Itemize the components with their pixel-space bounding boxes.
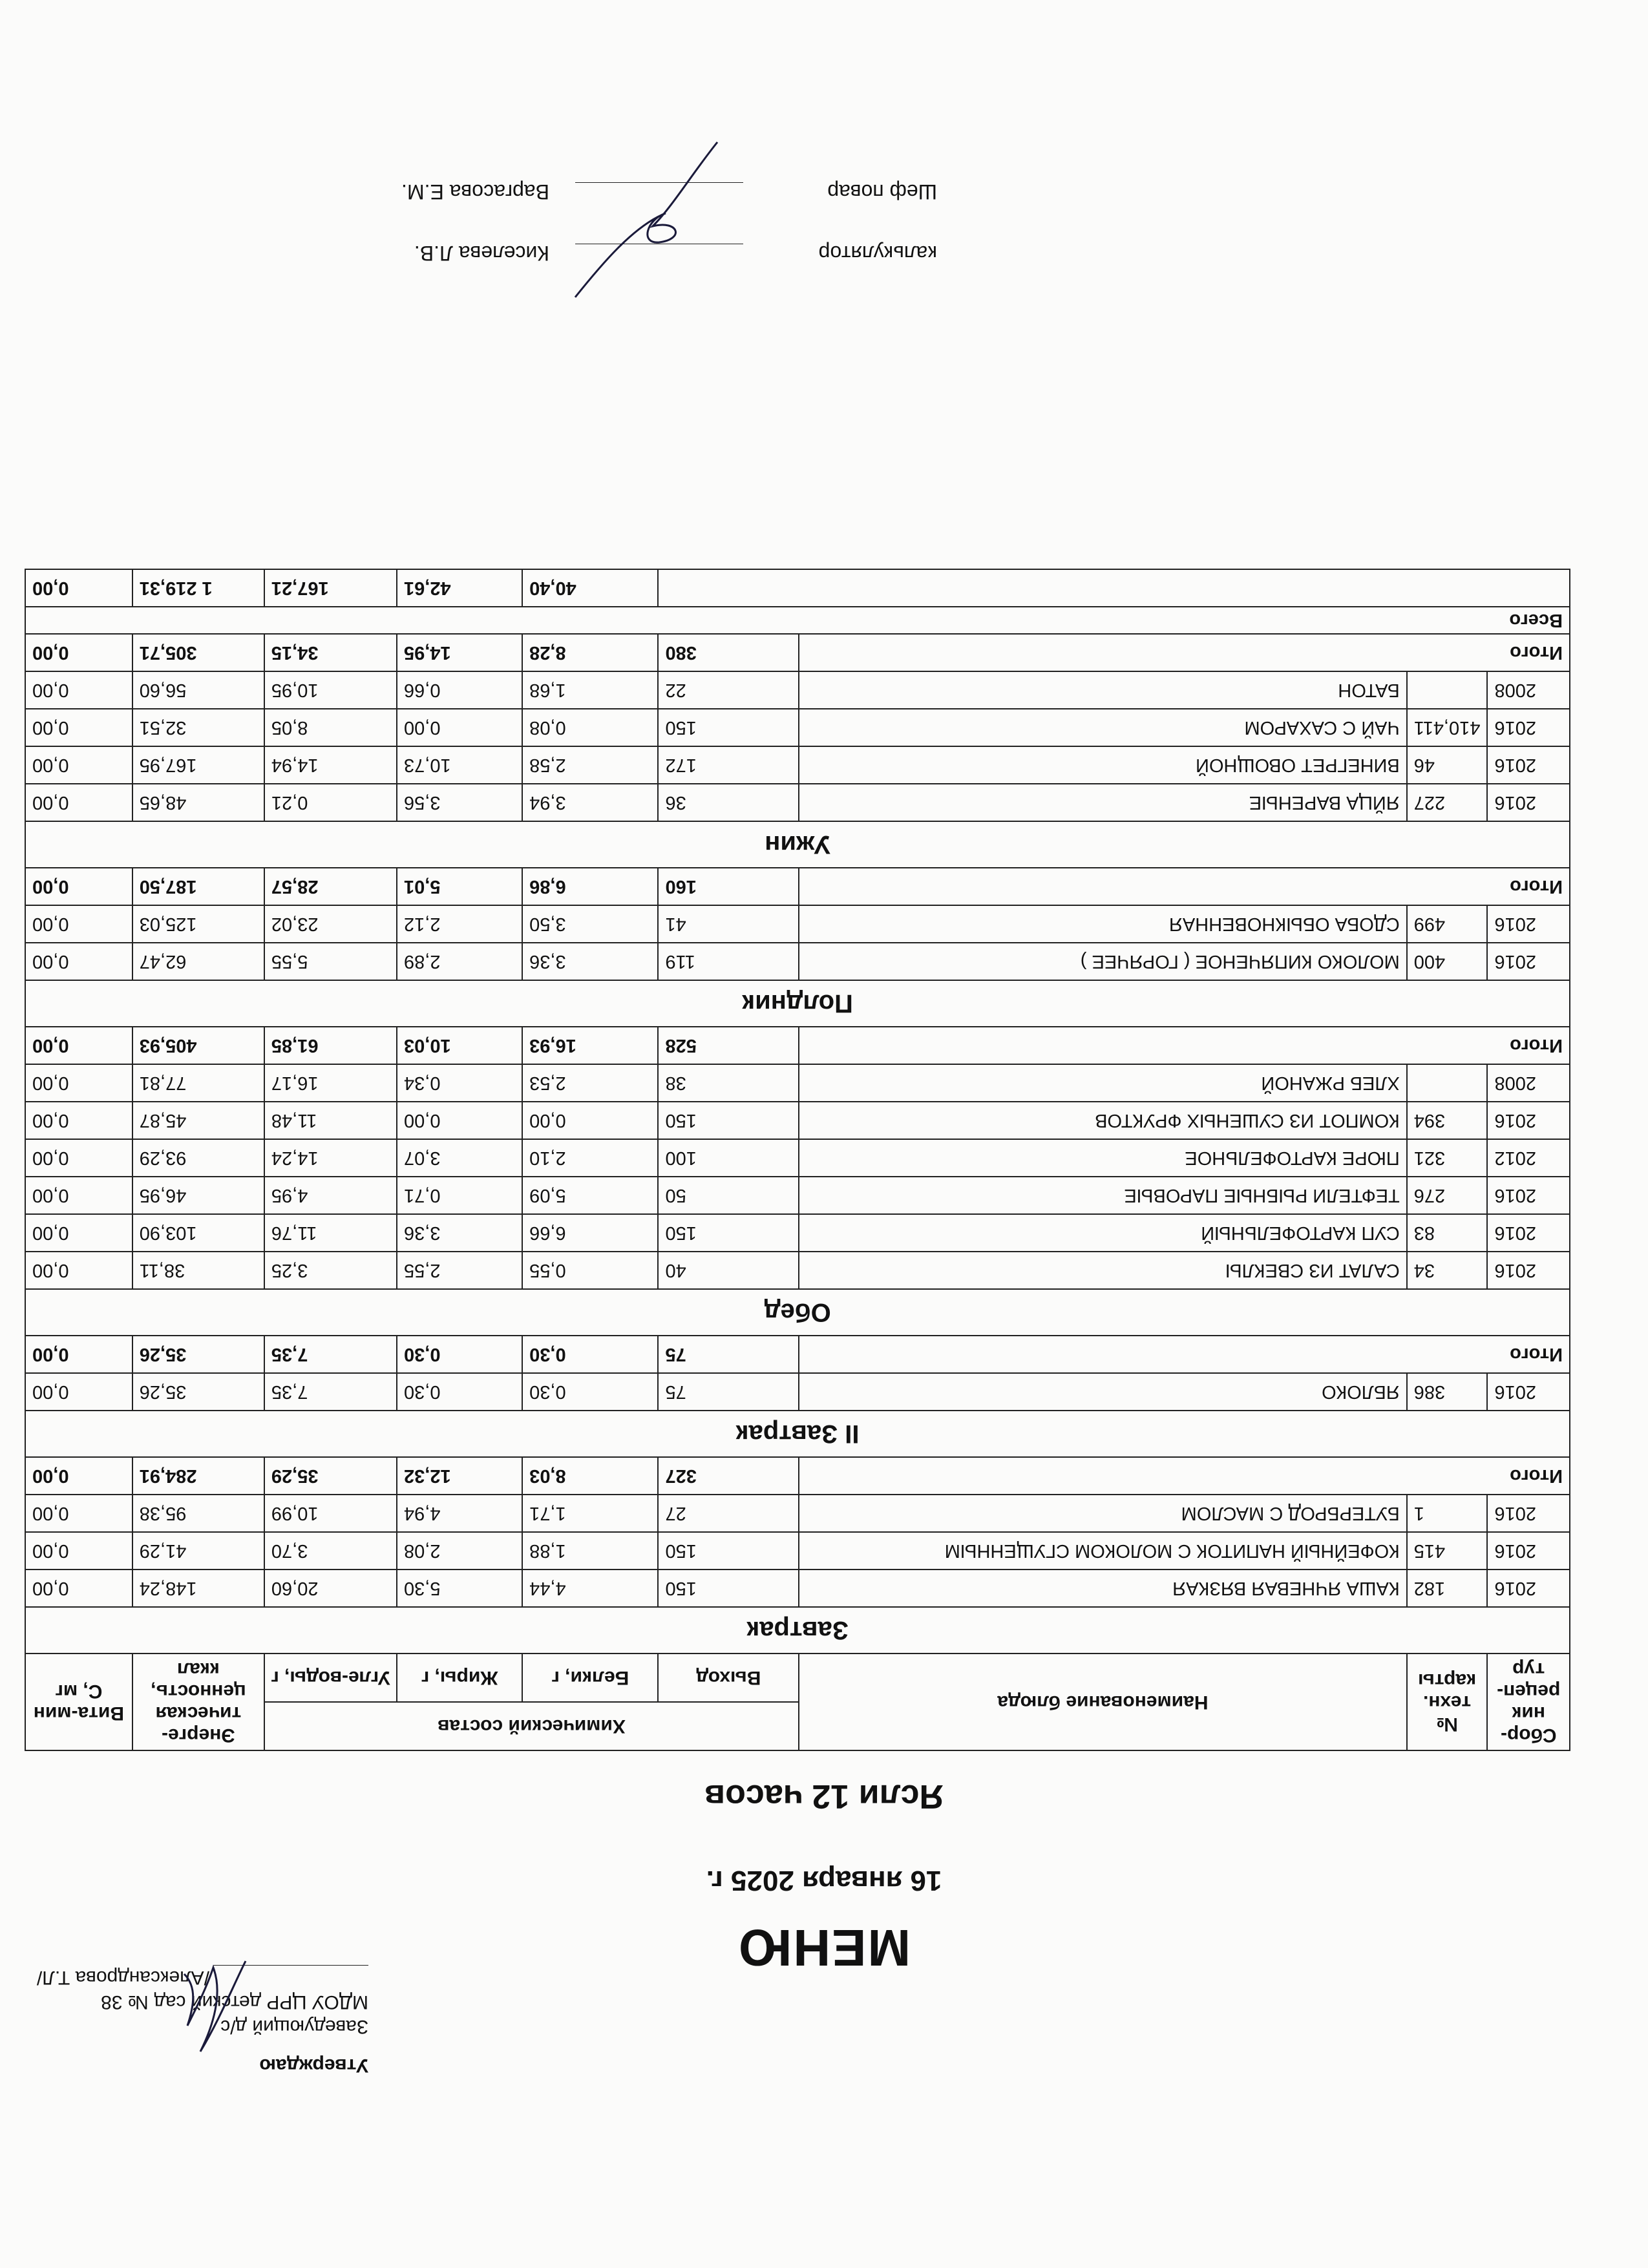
col-src: Сбор-ник рецеп-тур <box>1487 1654 1570 1750</box>
cell-prot: 1,68 <box>522 671 658 709</box>
cell-dish-name: ВИНЕГРЕТ ОВОЩНОЙ <box>799 746 1407 784</box>
dish-row <box>25 1214 1570 1252</box>
cell-dish-name: ЯБЛОКО <box>799 1373 1407 1411</box>
menu-table <box>25 569 1570 1751</box>
cell-out: 36 <box>658 784 799 821</box>
total-prot: 0,30 <box>522 1336 658 1373</box>
cell-dish-name: КАША ЯЧНЕВАЯ ВЯЗКАЯ <box>799 1570 1407 1607</box>
total-label: Итого <box>799 634 1570 671</box>
grand-total-kcal: 1 219,31 <box>132 569 264 607</box>
calculator-signature-icon <box>562 136 730 304</box>
cell-out: 150 <box>658 1532 799 1570</box>
cell-out: 40 <box>658 1252 799 1289</box>
total-fat: 12,32 <box>397 1457 522 1495</box>
cell-carb: 3,70 <box>264 1532 397 1570</box>
section-row <box>25 1411 1570 1457</box>
cell-carb: 7,35 <box>264 1373 397 1411</box>
cell-src: 2016 <box>1487 1532 1570 1570</box>
signature-role: калькулятор <box>818 242 937 265</box>
total-prot: 8,28 <box>522 634 658 671</box>
cell-kcal: 46,95 <box>132 1177 264 1214</box>
total-out: 528 <box>658 1027 799 1064</box>
cell-card: 46 <box>1407 746 1488 784</box>
grand-total-vit: 0,00 <box>25 569 132 607</box>
cell-dish-name: БАТОН <box>799 671 1407 709</box>
signature-role: Шеф повар <box>827 180 937 204</box>
cell-prot: 2,53 <box>522 1064 658 1102</box>
cell-fat: 0,00 <box>397 1102 522 1139</box>
cell-vit: 0,00 <box>25 905 132 943</box>
approval-name: /Александрова Т.Л/ <box>36 1967 209 1988</box>
total-vit: 0,00 <box>25 868 132 905</box>
dish-row <box>25 746 1570 784</box>
cell-vit: 0,00 <box>25 784 132 821</box>
cell-card: 386 <box>1407 1373 1488 1411</box>
cell-carb: 14,94 <box>264 746 397 784</box>
cell-out: 41 <box>658 905 799 943</box>
dish-row <box>25 1570 1570 1607</box>
cell-out: 75 <box>658 1373 799 1411</box>
cell-carb: 11,48 <box>264 1102 397 1139</box>
cell-src: 2016 <box>1487 1495 1570 1532</box>
cell-card: 499 <box>1407 905 1488 943</box>
cell-vit: 0,00 <box>25 1064 132 1102</box>
cell-out: 38 <box>658 1064 799 1102</box>
cell-kcal: 62,47 <box>132 943 264 980</box>
cell-out: 150 <box>658 709 799 746</box>
total-kcal: 405,93 <box>132 1027 264 1064</box>
cell-card: 410,411 <box>1407 709 1488 746</box>
cell-carb: 23,02 <box>264 905 397 943</box>
section-row <box>25 821 1570 868</box>
total-out: 380 <box>658 634 799 671</box>
cell-fat: 3,36 <box>397 1214 522 1252</box>
cell-out: 150 <box>658 1214 799 1252</box>
grand-total-carb: 167,21 <box>264 569 397 607</box>
menu-body <box>25 569 1570 1654</box>
section-row <box>25 980 1570 1027</box>
cell-kcal: 38,11 <box>132 1252 264 1289</box>
cell-vit: 0,00 <box>25 671 132 709</box>
cell-src: 2016 <box>1487 1373 1570 1411</box>
cell-card <box>1407 671 1488 709</box>
cell-prot: 3,36 <box>522 943 658 980</box>
cell-dish-name: ЯЙЦА ВАРЕНЫЕ <box>799 784 1407 821</box>
cell-carb: 8,05 <box>264 709 397 746</box>
total-kcal: 35,26 <box>132 1336 264 1373</box>
cell-fat: 0,71 <box>397 1177 522 1214</box>
cell-kcal: 167,95 <box>132 746 264 784</box>
cell-dish-name: КОМПОТ ИЗ СУШЕНЫХ ФРУКТОВ <box>799 1102 1407 1139</box>
dish-row <box>25 1532 1570 1570</box>
grand-total-spacer <box>658 569 1570 607</box>
cell-src: 2016 <box>1487 709 1570 746</box>
cell-src: 2012 <box>1487 1139 1570 1177</box>
menu-date: 16 января 2025 г. <box>706 1865 942 1896</box>
total-vit: 0,00 <box>25 1457 132 1495</box>
group-name: Ясли 12 часов <box>704 1778 944 1815</box>
cell-fat: 0,34 <box>397 1064 522 1102</box>
cell-card: 227 <box>1407 784 1488 821</box>
dish-row <box>25 943 1570 980</box>
total-prot: 16,93 <box>522 1027 658 1064</box>
cell-fat: 0,00 <box>397 709 522 746</box>
total-row <box>25 868 1570 905</box>
col-prot: Белки, г <box>522 1654 658 1702</box>
cell-out: 119 <box>658 943 799 980</box>
cell-out: 150 <box>658 1570 799 1607</box>
approval-position: Заведующий д/с <box>220 2016 368 2037</box>
total-fat: 14,95 <box>397 634 522 671</box>
total-row <box>25 1027 1570 1064</box>
total-fat: 10,03 <box>397 1027 522 1064</box>
total-prot: 8,03 <box>522 1457 658 1495</box>
total-row <box>25 1336 1570 1373</box>
cell-fat: 2,55 <box>397 1252 522 1289</box>
cell-src: 2016 <box>1487 746 1570 784</box>
cell-out: 22 <box>658 671 799 709</box>
total-kcal: 284,91 <box>132 1457 264 1495</box>
signature-name: Варгасова Е.М. <box>401 180 549 204</box>
section-title: II Завтрак <box>25 1411 1570 1457</box>
cell-carb: 0,21 <box>264 784 397 821</box>
cell-fat: 5,30 <box>397 1570 522 1607</box>
cell-vit: 0,00 <box>25 1252 132 1289</box>
grand-total-row <box>25 607 1570 634</box>
cell-fat: 3,56 <box>397 784 522 821</box>
dish-row <box>25 709 1570 746</box>
col-chem: Химический состав <box>264 1702 799 1750</box>
cell-src: 2016 <box>1487 1214 1570 1252</box>
grand-total-prot: 40,40 <box>522 569 658 607</box>
cell-fat: 3,07 <box>397 1139 522 1177</box>
cell-kcal: 148,24 <box>132 1570 264 1607</box>
total-label: Итого <box>799 1336 1570 1373</box>
signatures-block <box>291 168 937 291</box>
cell-kcal: 56,60 <box>132 671 264 709</box>
dish-row <box>25 1373 1570 1411</box>
cell-prot: 0,00 <box>522 1102 658 1139</box>
cell-kcal: 103,90 <box>132 1214 264 1252</box>
cell-carb: 3,25 <box>264 1252 397 1289</box>
total-fat: 0,30 <box>397 1336 522 1373</box>
cell-card: 83 <box>1407 1214 1488 1252</box>
total-carb: 35,29 <box>264 1457 397 1495</box>
dish-row <box>25 1495 1570 1532</box>
cell-src: 2008 <box>1487 671 1570 709</box>
cell-fat: 0,30 <box>397 1373 522 1411</box>
approval-organization: МДОУ ЦРР детский сад № 38 <box>101 1991 368 2013</box>
signature-name: Киселева Л.В. <box>414 242 549 265</box>
total-vit: 0,00 <box>25 1027 132 1064</box>
total-label: Итого <box>799 868 1570 905</box>
cell-vit: 0,00 <box>25 1532 132 1570</box>
cell-prot: 6,66 <box>522 1214 658 1252</box>
cell-src: 2008 <box>1487 1064 1570 1102</box>
section-title: Обед <box>25 1289 1570 1336</box>
section-title: Полдник <box>25 980 1570 1027</box>
total-row <box>25 1457 1570 1495</box>
section-row <box>25 1289 1570 1336</box>
cell-dish-name: ХЛЕБ РЖАНОЙ <box>799 1064 1407 1102</box>
cell-prot: 2,10 <box>522 1139 658 1177</box>
section-row <box>25 1607 1570 1654</box>
cell-carb: 10,99 <box>264 1495 397 1532</box>
cell-fat: 0,66 <box>397 671 522 709</box>
dish-row <box>25 905 1570 943</box>
cell-dish-name: ПЮРЕ КАРТОФЕЛЬНОЕ <box>799 1139 1407 1177</box>
cell-prot: 1,88 <box>522 1532 658 1570</box>
total-label: Итого <box>799 1027 1570 1064</box>
col-name: Наименование блюда <box>799 1654 1407 1750</box>
cell-out: 100 <box>658 1139 799 1177</box>
total-out: 160 <box>658 868 799 905</box>
cell-fat: 2,89 <box>397 943 522 980</box>
cell-prot: 0,30 <box>522 1373 658 1411</box>
cell-dish-name: ЧАЙ С САХАРОМ <box>799 709 1407 746</box>
col-fat: Жиры, г <box>397 1654 522 1702</box>
cell-kcal: 32,51 <box>132 709 264 746</box>
cell-src: 2016 <box>1487 1252 1570 1289</box>
cell-prot: 1,71 <box>522 1495 658 1532</box>
cell-card: 1 <box>1407 1495 1488 1532</box>
total-carb: 61,85 <box>264 1027 397 1064</box>
cell-kcal: 93,29 <box>132 1139 264 1177</box>
approval-label: Утверждаю <box>259 2055 368 2076</box>
cell-vit: 0,00 <box>25 1177 132 1214</box>
cell-dish-name: ТЕФТЕЛИ РЫБНЫЕ ПАРОВЫЕ <box>799 1177 1407 1214</box>
col-out: Выход <box>658 1654 799 1702</box>
col-card: № техн. карты <box>1407 1654 1488 1750</box>
cell-vit: 0,00 <box>25 1373 132 1411</box>
cell-out: 50 <box>658 1177 799 1214</box>
cell-card: 400 <box>1407 943 1488 980</box>
total-fat: 5,01 <box>397 868 522 905</box>
total-carb: 34,15 <box>264 634 397 671</box>
cell-kcal: 77,81 <box>132 1064 264 1102</box>
cell-card: 415 <box>1407 1532 1488 1570</box>
grand-total-label: Всего <box>25 607 1570 634</box>
cell-dish-name: САЛАТ ИЗ СВЕКЛЫ <box>799 1252 1407 1289</box>
total-vit: 0,00 <box>25 1336 132 1373</box>
dish-row <box>25 671 1570 709</box>
cell-carb: 14,24 <box>264 1139 397 1177</box>
col-vit: Вита-мин С, мг <box>25 1654 132 1750</box>
cell-dish-name: БУТЕРБРОД С МАСЛОМ <box>799 1495 1407 1532</box>
cell-prot: 0,08 <box>522 709 658 746</box>
cell-dish-name: СУП КАРТОФЕЛЬНЫЙ <box>799 1214 1407 1252</box>
total-kcal: 305,71 <box>132 634 264 671</box>
cell-kcal: 48,65 <box>132 784 264 821</box>
cell-kcal: 125,03 <box>132 905 264 943</box>
grand-total-fat: 42,61 <box>397 569 522 607</box>
cell-card: 276 <box>1407 1177 1488 1214</box>
cell-vit: 0,00 <box>25 1139 132 1177</box>
total-row <box>25 634 1570 671</box>
page-title: МЕНЮ <box>737 1919 911 1977</box>
cell-vit: 0,00 <box>25 709 132 746</box>
total-out: 327 <box>658 1457 799 1495</box>
cell-kcal: 95,38 <box>132 1495 264 1532</box>
total-carb: 7,35 <box>264 1336 397 1373</box>
cell-carb: 11,76 <box>264 1214 397 1252</box>
cell-src: 2016 <box>1487 1177 1570 1214</box>
cell-carb: 10,95 <box>264 671 397 709</box>
cell-carb: 4,95 <box>264 1177 397 1214</box>
cell-vit: 0,00 <box>25 1495 132 1532</box>
col-carb: Угле-воды, г <box>264 1654 397 1702</box>
cell-fat: 2,12 <box>397 905 522 943</box>
cell-vit: 0,00 <box>25 1214 132 1252</box>
header-row <box>25 1702 1570 1750</box>
dish-row <box>25 1102 1570 1139</box>
cell-prot: 3,50 <box>522 905 658 943</box>
cell-dish-name: СДОБА ОБЫКНОВЕННАЯ <box>799 905 1407 943</box>
total-kcal: 187,50 <box>132 868 264 905</box>
cell-vit: 0,00 <box>25 943 132 980</box>
cell-kcal: 41,29 <box>132 1532 264 1570</box>
cell-kcal: 45,87 <box>132 1102 264 1139</box>
cell-out: 172 <box>658 746 799 784</box>
cell-vit: 0,00 <box>25 1102 132 1139</box>
dish-row <box>25 1177 1570 1214</box>
section-title: Завтрак <box>25 1607 1570 1654</box>
cell-src: 2016 <box>1487 1102 1570 1139</box>
total-label: Итого <box>799 1457 1570 1495</box>
total-carb: 28,57 <box>264 868 397 905</box>
cell-prot: 3,94 <box>522 784 658 821</box>
dish-row <box>25 784 1570 821</box>
cell-src: 2016 <box>1487 784 1570 821</box>
total-out: 75 <box>658 1336 799 1373</box>
cell-card: 394 <box>1407 1102 1488 1139</box>
cell-carb: 16,17 <box>264 1064 397 1102</box>
col-kcal: Энерге-тическая ценность, ккал <box>132 1654 264 1750</box>
cell-fat: 10,73 <box>397 746 522 784</box>
cell-card: 34 <box>1407 1252 1488 1289</box>
dish-row <box>25 1252 1570 1289</box>
cell-prot: 4,44 <box>522 1570 658 1607</box>
cell-out: 150 <box>658 1102 799 1139</box>
cell-kcal: 35,26 <box>132 1373 264 1411</box>
approval-block <box>19 1965 368 2077</box>
grand-total-values-row <box>25 569 1570 607</box>
cell-prot: 2,58 <box>522 746 658 784</box>
cell-fat: 2,08 <box>397 1532 522 1570</box>
dish-row <box>25 1064 1570 1102</box>
cell-src: 2016 <box>1487 1570 1570 1607</box>
cell-card: 321 <box>1407 1139 1488 1177</box>
dish-row <box>25 1139 1570 1177</box>
cell-src: 2016 <box>1487 905 1570 943</box>
cell-vit: 0,00 <box>25 746 132 784</box>
total-vit: 0,00 <box>25 634 132 671</box>
cell-out: 27 <box>658 1495 799 1532</box>
cell-dish-name: КОФЕЙНЫЙ НАПИТОК С МОЛОКОМ СГУЩЕННЫМ <box>799 1532 1407 1570</box>
cell-carb: 20,60 <box>264 1570 397 1607</box>
cell-prot: 0,55 <box>522 1252 658 1289</box>
cell-prot: 5,09 <box>522 1177 658 1214</box>
cell-dish-name: МОЛОКО КИПЯЧЕНОЕ ( ГОРЯЧЕЕ ) <box>799 943 1407 980</box>
cell-fat: 4,94 <box>397 1495 522 1532</box>
cell-carb: 5,55 <box>264 943 397 980</box>
cell-card: 182 <box>1407 1570 1488 1607</box>
cell-card <box>1407 1064 1488 1102</box>
total-prot: 6,86 <box>522 868 658 905</box>
section-title: Ужин <box>25 821 1570 868</box>
cell-src: 2016 <box>1487 943 1570 980</box>
cell-vit: 0,00 <box>25 1570 132 1607</box>
